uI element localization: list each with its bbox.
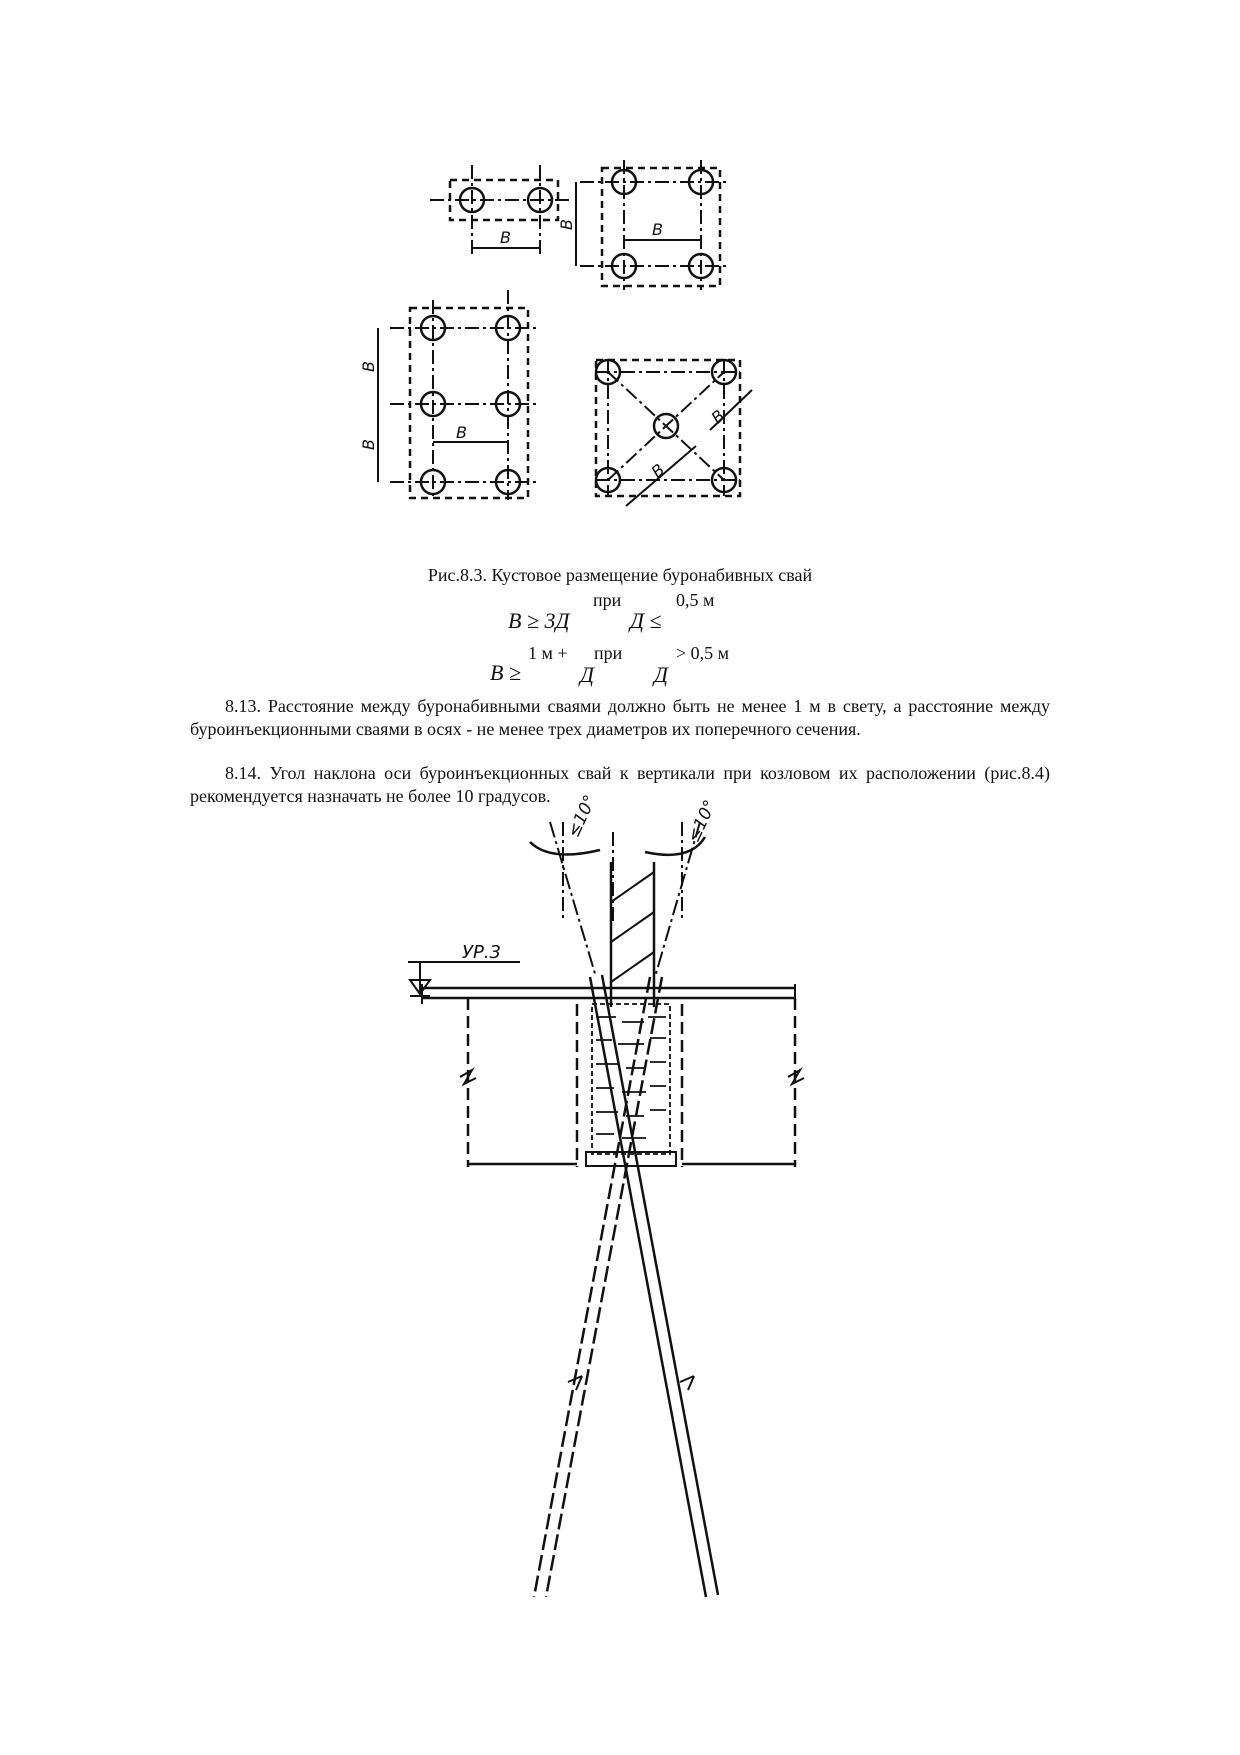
angle-label-right: ≤10° (683, 797, 721, 846)
formula2-lhs: В ≥ (490, 660, 522, 685)
formula2-plus: 1 м + (528, 643, 568, 663)
angle-arc-left (530, 842, 600, 855)
formula1-word: при (593, 590, 622, 610)
formula2-d2: Д (654, 662, 668, 687)
formula1-lhs: В ≥ 3Д (508, 608, 570, 633)
inclined-pile-left (534, 977, 662, 1597)
figure-8-3-caption: Рис.8.3. Кустовое размещение буронабивных свай (427, 565, 813, 585)
grillage-slab (422, 984, 804, 1167)
dim-label-b: В (500, 228, 511, 247)
inclined-pile-right (590, 975, 718, 1597)
dim-label-b: В (557, 219, 576, 230)
formula2-word: при (594, 643, 623, 663)
dim-label-b: В (359, 361, 378, 372)
dim-label-b: В (647, 459, 669, 482)
cluster-four-piles (557, 160, 730, 290)
figure-8-4-inclined-piles (400, 792, 820, 1592)
cluster-six-piles (359, 290, 540, 500)
formula1-cond: Д ≤ (630, 608, 662, 633)
paragraph-8-13: 8.13. Расстояние между буронабивными сваями должно быть не менее 1 м в свету, а расстояние между буроинъекционными сваями в осях - не менее трех диаметров их поперечного сечения. (190, 696, 1050, 739)
paragraph-8-14: 8.14. Угол наклона оси буроинъекционных свай к вертикали при козловом их расположении (рис.8.4) рекомендуется назначать не более 10 градусов. (190, 763, 1050, 806)
dim-label-b: В (707, 405, 729, 428)
level-label: УР.3 (462, 942, 501, 963)
dim-label-b: В (652, 220, 663, 239)
formula2-cond: > 0,5 м (676, 643, 730, 663)
formula1-value: 0,5 м (676, 590, 715, 610)
dim-label-b: В (456, 423, 467, 442)
cluster-two-piles (430, 165, 570, 255)
formula2-d1: Д (580, 662, 594, 687)
figure-8-3-pile-clusters (359, 160, 880, 520)
dim-label-b: В (359, 439, 378, 450)
cluster-five-piles (596, 360, 752, 506)
angle-label-left: ≤10° (563, 792, 601, 841)
